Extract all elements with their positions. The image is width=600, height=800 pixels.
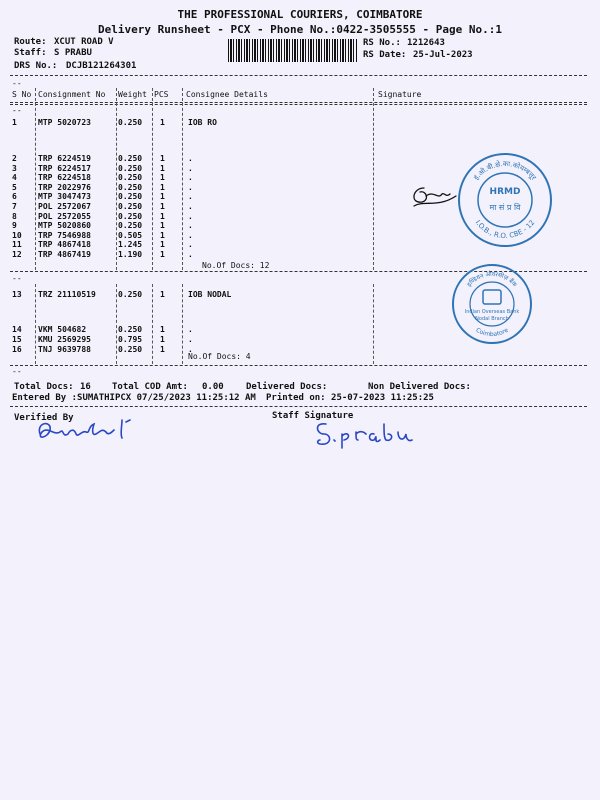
staff-label: Staff: (14, 48, 47, 58)
row-weight: 0.250 (118, 202, 143, 211)
nodal-stamp-bottom-text: Coimbatore (474, 326, 510, 339)
row-weight: 0.505 (118, 230, 143, 240)
non-delivered-docs-label: Non Delivered Docs: (368, 382, 471, 392)
col-pcs: PCS (154, 90, 169, 99)
column-line (116, 88, 117, 270)
row-sno: 13 (12, 290, 22, 299)
row-pcs: 1 (160, 230, 165, 240)
row-weight: 0.795 (118, 335, 143, 344)
row-consignment: POL 2572067 (38, 202, 91, 211)
nodal-stamp-en: Indian Overseas Bank (464, 309, 520, 315)
row-pcs: 1 (160, 192, 165, 202)
row-pcs: 1 (160, 163, 165, 173)
row-consignee-dot: . (188, 154, 193, 163)
row-consignment: TRP 2022976 (38, 182, 91, 192)
row-pcs: 1 (160, 250, 165, 259)
row-pcs: 1 (160, 345, 165, 354)
column-line (182, 88, 183, 270)
svg-text:इं.ओ.बी.क्षे.का.कोयम्बत्तूर (472, 159, 537, 182)
row-sno: 4 (12, 173, 17, 183)
row-consignee-dot: . (188, 192, 193, 202)
svg-text:I.O.B., R.O. CBE - 12 (474, 219, 537, 241)
consignee-iob-ro: IOB RO (188, 118, 217, 127)
row-consignment: MTP 5020860 (38, 221, 91, 231)
nodal-branch-stamp (450, 262, 534, 346)
divider (10, 104, 587, 105)
row-weight: 0.250 (118, 182, 143, 192)
row-consignee-dot: . (188, 345, 193, 354)
row-weight: 0.250 (118, 290, 143, 299)
total-docs-label: Total Docs: (14, 382, 74, 392)
row-consignee-dot: . (188, 173, 193, 183)
row-weight: 0.250 (118, 325, 143, 334)
row-weight: 0.250 (118, 163, 143, 173)
row-pcs: 1 (160, 154, 165, 163)
divider (10, 365, 587, 366)
row-consignment: TNJ 9639788 (38, 345, 91, 354)
row-sno: 8 (12, 211, 17, 221)
hrmd-stamp-top-text: इं.ओ.बी.क्षे.का.कोयम्बत्तूर (472, 159, 538, 182)
rs-no-value: 1212643 (407, 38, 445, 48)
col-consignee: Consignee Details (186, 90, 268, 99)
printed-on: Printed on: 25-07-2023 11:25:25 (266, 393, 434, 403)
route-value: XCUT ROAD V (54, 37, 114, 47)
column-line (152, 284, 153, 364)
svg-text:इण्डियन ओवरसीज़ बैंक (466, 270, 518, 289)
row-consignment: TRP 6224517 (38, 163, 91, 173)
rs-date-label: RS Date: (363, 50, 407, 60)
nodal-stamp-mid: Nodal Branch (475, 316, 509, 322)
col-signature: Signature (378, 90, 422, 99)
row-consignment: TRP 6224518 (38, 173, 91, 183)
col-weight: Weight (118, 90, 147, 99)
row-sno: 14 (12, 325, 22, 334)
row-pcs: 1 (160, 202, 165, 211)
row-sno: 1 (12, 118, 17, 127)
row-consignment: TRP 7546988 (38, 230, 91, 240)
row-pcs: 1 (160, 221, 165, 231)
verified-by-label: Verified By (14, 413, 74, 423)
rs-date-value: 25-Jul-2023 (413, 50, 473, 60)
hrmd-stamp-bottom-text: I.O.B., R.O. CBE - 12 (473, 218, 537, 241)
column-line (373, 88, 374, 270)
column-line (182, 284, 183, 364)
row-weight: 0.250 (118, 118, 143, 127)
drs-label: DRS No.: (14, 61, 58, 71)
row-sno: 9 (12, 221, 17, 231)
row-pcs: 1 (160, 211, 165, 221)
row-weight: 0.250 (118, 154, 143, 163)
row-consignee-dot: . (188, 163, 193, 173)
row-pcs: 1 (160, 240, 165, 250)
row-weight: 1.190 (118, 250, 143, 259)
row-consignment: VKM 504682 (38, 325, 87, 334)
group1-summary: No.Of Docs: 12 (202, 261, 270, 270)
staff-signature (312, 418, 442, 450)
row-sno: 11 (12, 240, 22, 250)
row-consignee-dot: . (188, 211, 193, 221)
drs-value: DCJB121264301 (66, 61, 137, 71)
row-sno: 12 (12, 250, 22, 259)
total-docs-value: 16 (80, 382, 91, 392)
delivered-docs-label: Delivered Docs: (246, 382, 328, 392)
row-pcs: 1 (160, 118, 165, 127)
divider (10, 102, 587, 103)
total-cod-value: 0.00 (202, 382, 224, 392)
row-consignment: MTP 5020723 (38, 118, 91, 127)
row-weight: 0.250 (118, 221, 143, 231)
rs-no-label: RS No.: (363, 38, 401, 48)
row-weight: 0.250 (118, 173, 143, 183)
row-weight: 1.245 (118, 240, 143, 250)
row-weight: 0.250 (118, 211, 143, 221)
row-consignee-dot: . (188, 230, 193, 240)
row-consignment: POL 2572055 (38, 211, 91, 221)
row-consignment: TRP 6224519 (38, 154, 91, 163)
column-line (35, 88, 36, 270)
row-weight: 0.250 (118, 192, 143, 202)
row-consignee-dot: . (188, 335, 193, 344)
verifier-signature (30, 412, 160, 446)
row-sno: 10 (12, 230, 22, 240)
dash-marker: -- (12, 274, 22, 283)
row-pcs: 1 (160, 173, 165, 183)
row-consignment: MTP 3047473 (38, 192, 91, 202)
company-title: THE PROFESSIONAL COURIERS, COIMBATORE (177, 8, 423, 21)
column-line (373, 284, 374, 364)
row-pcs: 1 (160, 290, 165, 299)
staff-signature-label: Staff Signature (272, 411, 354, 421)
row-sno: 2 (12, 154, 17, 163)
row-consignee-dot: . (188, 182, 193, 192)
col-consignment: Consignment No (38, 90, 106, 99)
row-sno: 7 (12, 202, 17, 211)
row-consignee-dot: . (188, 250, 193, 259)
hrmd-stamp-center: HRMD (489, 187, 521, 197)
consignee-iob-nodal: IOB NODAL (188, 290, 232, 299)
row-pcs: 1 (160, 335, 165, 344)
route-label: Route: (14, 37, 47, 47)
row-consignment: KMU 2569295 (38, 335, 91, 344)
row-consignee-dot: . (188, 325, 193, 334)
dash-marker: -- (12, 106, 22, 115)
entered-by: Entered By :SUMATHIPCX 07/25/2023 11:25:12 AM (12, 393, 256, 403)
total-cod-label: Total COD Amt: (112, 382, 188, 392)
dash-marker: -- (12, 367, 22, 376)
row-sno: 3 (12, 163, 17, 173)
bank-logo-icon (483, 290, 501, 304)
group2-summary: No.Of Docs: 4 (188, 352, 251, 361)
column-line (35, 284, 36, 364)
column-line (152, 88, 153, 270)
divider (10, 75, 587, 76)
row-consignee-dot: . (188, 221, 193, 231)
row-sno: 6 (12, 192, 17, 202)
barcode (228, 39, 358, 62)
row-weight: 0.250 (118, 345, 143, 354)
row-consignee-dot: . (188, 240, 193, 250)
row-consignment: TRP 4867419 (38, 250, 91, 259)
hrmd-stamp-hindi: मा सं प्र वि (489, 203, 521, 212)
row-sno: 15 (12, 335, 22, 344)
row-pcs: 1 (160, 182, 165, 192)
divider (10, 406, 587, 407)
row-consignment: TRP 4867418 (38, 240, 91, 250)
row-sno: 5 (12, 182, 17, 192)
svg-text:Coimbatore (474, 327, 509, 338)
dash-marker: -- (12, 79, 22, 88)
col-sno: S No (12, 90, 32, 99)
runsheet-subtitle: Delivery Runsheet - PCX - Phone No.:0422-3505555 - Page No.:1 (98, 23, 502, 36)
row-sno: 16 (12, 345, 22, 354)
nodal-stamp-top-text: इण्डियन ओवरसीज़ बैंक (465, 270, 519, 289)
row-consignee-dot: . (188, 202, 193, 211)
row-pcs: 1 (160, 325, 165, 334)
row-consignment: TRZ 21110519 (38, 290, 96, 299)
column-line (116, 284, 117, 364)
hrmd-stamp (455, 150, 555, 250)
staff-value: S PRABU (54, 48, 92, 58)
